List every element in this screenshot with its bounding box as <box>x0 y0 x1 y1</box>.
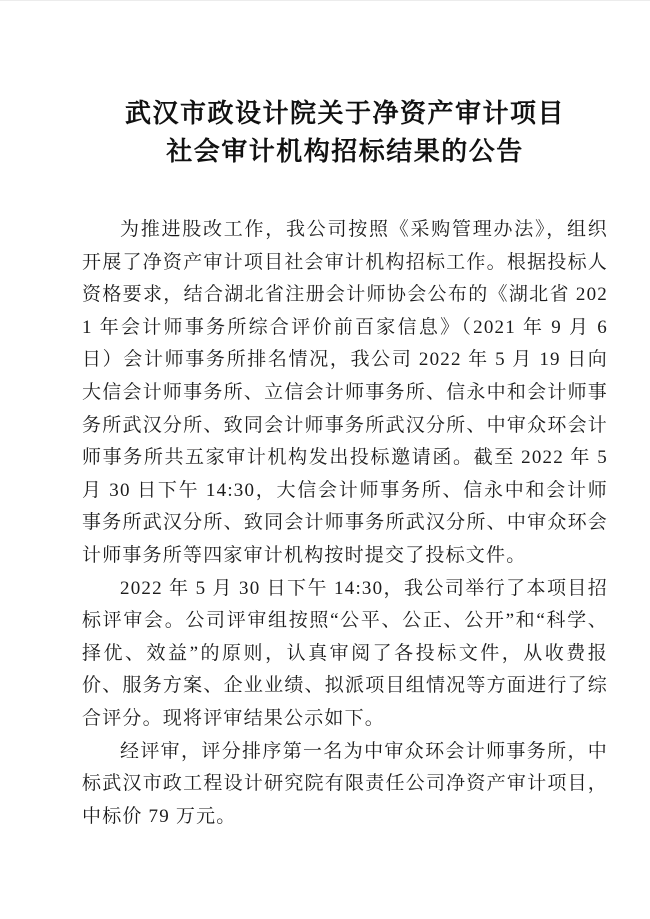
title-line-1: 武汉市政设计院关于净资产审计项目 <box>124 99 565 128</box>
document-content <box>0 1 650 833</box>
body-paragraph-3: 经评审，评分排序第一名为中审众环会计师事务所，中标武汉市政工程设计研究院有限责任公司净资产审计项目，中标价 79 万元。 <box>82 740 608 827</box>
title-line-2: 社会审计机构招标结果的公告 <box>166 137 524 166</box>
document-body <box>82 214 608 833</box>
body-paragraph-1: 为推进股改工作，我公司按照《采购管理办法》，组织开展了净资产审计项目社会审计机构招标工作。根据投标人资格要求，结合湖北省注册会计师协会公布的《湖北省 2021 年会计师事务所综合评价前百家信息》（2021 年 9 月 6 日）会计师事务所排名情况，我公司 2022 年 5 月 19 日向大信会计师事务所、立信会计师事务所、信永中和会计师事务所武汉分所、致同会计师事务所武汉分所、中审众环会计师事务所共五家审计机构发出投标邀请函。截至 2022 年 5 月 30 日下午 14:30，大信会计师事务所、信永中和会计师事务所武汉分所、致同会计师事务所武汉分所、中审众环会计师事务所等四家审计机构按时提交了投标文件。 <box>82 219 608 566</box>
document-title <box>82 95 608 171</box>
body-paragraph-2: 2022 年 5 月 30 日下午 14:30，我公司举行了本项目招标评审会。公司评审组按照“公平、公正、公开”和“科学、择优、效益”的原则，认真审阅了各投标文件，从收费报价、服务方案、企业业绩、拟派项目组情况等方面进行了综合评分。现将评审结果公示如下。 <box>82 577 608 729</box>
